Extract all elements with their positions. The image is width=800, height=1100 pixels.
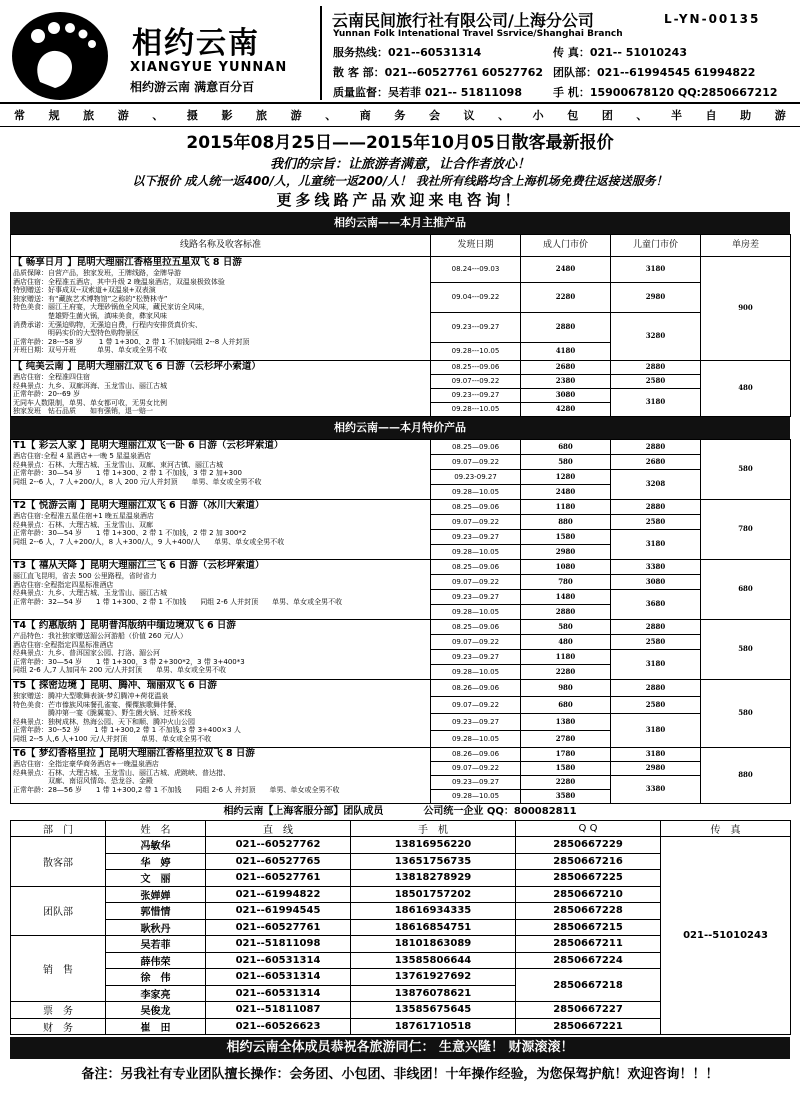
service-char: 旅 xyxy=(83,109,95,122)
staff-body xyxy=(11,837,791,1035)
route-description xyxy=(11,748,431,804)
route-block xyxy=(11,500,791,560)
adult-price: 2380 xyxy=(521,375,611,389)
adult-price: 2480 xyxy=(521,485,611,500)
route-title: T3【 禧从天降 】昆明大理丽江三飞 6 日游（云杉坪索道） xyxy=(13,560,265,571)
service-char: 包 xyxy=(567,109,579,122)
child-price: 3180 xyxy=(611,530,701,560)
departure-date: 09.28—10.05 xyxy=(431,605,521,620)
col-tel: 直 线 xyxy=(206,821,351,837)
col-date: 发班日期 xyxy=(431,235,521,257)
company-name: 云南民间旅行社有限公司/上海分公司 xyxy=(332,11,594,30)
route-detail-line: 独家赠送：有“藏族艺术博物馆”之称的“松赞林寺” xyxy=(13,294,168,303)
route-description xyxy=(11,500,431,560)
staff-qq: 2850667221 xyxy=(516,1018,661,1035)
staff-mobile: 13585806644 xyxy=(351,952,516,969)
route-detail-line: 消费承诺：无强迫购物，无强迫自费，行程内安排货真价实、 xyxy=(13,320,202,329)
route-description xyxy=(11,620,431,680)
staff-name: 郭惜情 xyxy=(106,903,206,920)
group-dept-line: 团队部：021--61994545 61994822 xyxy=(553,66,756,79)
route-detail-line: 正常年龄：30--52 岁 1 带 1+300,2 带 1 不加钱,3 带 3+400×3 人 xyxy=(13,726,241,735)
route-title: 【 畅享日月 】昆明大理丽江香格里拉五星双飞 8 日游 xyxy=(13,257,242,268)
child-price: 2580 xyxy=(611,697,701,714)
route-detail-line: 酒店住宿:全程准五星住宿+1 晚五星温泉酒店 xyxy=(13,512,154,520)
staff-qq: 2850667210 xyxy=(516,886,661,903)
service-char: 助 xyxy=(740,109,752,122)
service-char: 常 xyxy=(14,109,25,122)
col-single-supplement: 单房差 xyxy=(701,235,791,257)
staff-name: 李家亮 xyxy=(106,985,206,1002)
service-char: 团 xyxy=(601,109,613,122)
route-detail-line: 特色美食：丽江王府宴，大理砂锅鱼全风味，藏民家访全风味， xyxy=(13,303,209,312)
more-routes-banner: 更多线路产品欢迎来电咨询！ xyxy=(276,191,524,209)
services-strip xyxy=(0,104,800,127)
adult-price: 3080 xyxy=(521,389,611,403)
adult-price: 980 xyxy=(521,680,611,697)
route-detail-line: 酒店住宿：全程准五酒店，其中升级 2 晚温泉酒店，双温泉极致体验 xyxy=(13,277,225,286)
adult-price: 580 xyxy=(521,455,611,470)
adult-price: 2880 xyxy=(521,313,611,343)
service-char: 半 xyxy=(670,109,682,122)
child-price: 2580 xyxy=(611,635,701,650)
date-row xyxy=(11,560,791,575)
departure-date: 09.28—10.05 xyxy=(431,790,521,804)
staff-tel: 021--60527761 xyxy=(206,919,351,936)
route-block xyxy=(11,748,791,804)
staff-name: 华 婷 xyxy=(106,853,206,870)
adult-price: 2480 xyxy=(521,257,611,283)
single-supplement: 880 xyxy=(701,748,791,804)
col-route-name: 线路名称及收客标准 xyxy=(11,235,431,257)
departure-date: 09.28---10.05 xyxy=(431,403,521,417)
staff-qq: 2850667229 xyxy=(516,837,661,854)
staff-tel: 021--51811098 xyxy=(206,936,351,953)
adult-price: 1380 xyxy=(521,714,611,731)
departure-date: 09.23—09.27 xyxy=(431,714,521,731)
col-name: 姓 名 xyxy=(106,821,206,837)
date-row xyxy=(11,257,791,283)
route-detail-line: 独家发班 钻石品质 如有强销，退一赔一 xyxy=(13,407,153,416)
contact-row xyxy=(333,84,778,100)
route-title: T5【 探密边境 】昆明、腾冲、瑞丽双飞 6 日游 xyxy=(13,680,217,691)
staff-tel: 021--60531314 xyxy=(206,969,351,986)
departure-date: 09.28—10.05 xyxy=(431,485,521,500)
departure-date: 09.07—09.22 xyxy=(431,515,521,530)
child-price: 3208 xyxy=(611,470,701,500)
staff-qq: 2850667216 xyxy=(516,853,661,870)
date-row xyxy=(11,440,791,455)
service-char: 游 xyxy=(290,109,302,122)
service-char: 、 xyxy=(325,109,337,122)
service-char: 自 xyxy=(705,109,717,122)
departure-date: 09.23---09.27 xyxy=(431,389,521,403)
fax-number: 021--51010243 xyxy=(661,837,791,1035)
child-price: 3380 xyxy=(611,776,701,804)
divider xyxy=(320,6,322,100)
child-price: 2980 xyxy=(611,762,701,776)
departure-date: 08.26—09.06 xyxy=(431,748,521,762)
adult-price: 2280 xyxy=(521,776,611,790)
child-price: 3180 xyxy=(611,257,701,283)
child-price: 3080 xyxy=(611,575,701,590)
staff-name: 耿秋丹 xyxy=(106,919,206,936)
service-char: 务 xyxy=(394,109,406,122)
department: 销 售 xyxy=(11,936,106,1002)
footprint-logo-icon xyxy=(10,4,110,100)
staff-tel: 021--51811087 xyxy=(206,1002,351,1019)
staff-mobile: 18501757202 xyxy=(351,886,516,903)
child-price: 3280 xyxy=(611,313,701,361)
route-detail-line: 正常年龄：30—54 岁 1 带 1+300、2 带 1 不加钱，2 带 2 加 300*2 xyxy=(13,529,247,538)
adult-price: 1080 xyxy=(521,560,611,575)
adult-price: 3580 xyxy=(521,790,611,804)
route-detail-line: 正常年龄：32—54 岁 1 带 1+300、2 带 1 不加钱 同组 2-6 人并封顶 单男、单女或全男不收 xyxy=(13,597,343,606)
route-block xyxy=(11,440,791,500)
service-char: 游 xyxy=(117,109,129,122)
logo-english: XIANGYUE YUNNAN xyxy=(130,60,288,75)
adult-price: 2980 xyxy=(521,545,611,560)
departure-date: 08.25---09.06 xyxy=(431,361,521,375)
route-detail-line: 特别赠送：好事成双--双索道+双温泉+双表演 xyxy=(13,286,156,295)
fax-line: 传 真：021-- 51010243 xyxy=(553,46,687,59)
service-char: 游 xyxy=(774,109,786,122)
col-mobile: 手 机 xyxy=(351,821,516,837)
adult-price: 480 xyxy=(521,635,611,650)
contact-row xyxy=(333,64,755,80)
departure-date: 08.25—09.06 xyxy=(431,560,521,575)
staff-name: 冯敏华 xyxy=(106,837,206,854)
child-price: 2880 xyxy=(611,361,701,375)
route-title: T6【 梦幻香格里拉 】昆明大理丽江香格里拉双飞 8 日游 xyxy=(13,748,255,759)
staff-header-row xyxy=(11,821,791,837)
adult-price: 880 xyxy=(521,515,611,530)
child-price: 2880 xyxy=(611,620,701,635)
team-title: 相约云南【上海客服分部】团队成员 xyxy=(223,806,384,817)
single-supplement: 580 xyxy=(701,620,791,680)
staff-qq: 2850667218 xyxy=(516,969,661,1002)
staff-mobile: 13651756735 xyxy=(351,853,516,870)
departure-date: 09.28—10.05 xyxy=(431,665,521,680)
route-detail-line: 同组 2-6 人,7 人加同车 200 元/人并封顶 单男、单女或全男不收 xyxy=(13,666,226,675)
departure-date: 09.23---09.27 xyxy=(431,313,521,343)
single-supplement: 580 xyxy=(701,680,791,748)
route-detail-line: 酒店住宿：全程准四住宿 xyxy=(13,373,90,381)
route-detail-line: 经典景点：九乡、普洱国家公园、打洛、湄公河 xyxy=(13,649,160,658)
page-header xyxy=(0,0,800,104)
departure-date: 08.25—09.06 xyxy=(431,620,521,635)
adult-price: 2680 xyxy=(521,361,611,375)
single-supplement: 680 xyxy=(701,560,791,620)
service-char: 会 xyxy=(428,109,440,122)
staff-qq: 2850667211 xyxy=(516,936,661,953)
staff-tel: 021--60526623 xyxy=(206,1018,351,1035)
adult-price: 780 xyxy=(521,575,611,590)
col-fax: 传 真 xyxy=(661,821,791,837)
route-detail-line: 经典景点：石林、大理古城、玉龙雪山、双廊 xyxy=(13,520,153,529)
team-header xyxy=(10,804,790,820)
service-char: 、 xyxy=(498,109,510,122)
col-dept: 部 门 xyxy=(11,821,106,837)
departure-date: 09.23—09.27 xyxy=(431,650,521,665)
route-detail-line: 正常年龄：28—56 岁 1 带 1+300,2 带 1 不加钱 同组 2-6 人 并封顶 单男、单女或全男不收 xyxy=(13,785,340,794)
staff-qq: 2850667225 xyxy=(516,870,661,887)
route-block xyxy=(11,620,791,680)
departure-date: 08.25—09.06 xyxy=(431,500,521,515)
adult-price: 1180 xyxy=(521,500,611,515)
company-english-name: Yunnan Folk Intenational Travel Ssrvice/Shanghai Branch xyxy=(333,29,623,39)
departure-date: 09.23—09.27 xyxy=(431,530,521,545)
main-products-table xyxy=(10,234,791,417)
child-price: 3380 xyxy=(611,560,701,575)
date-row xyxy=(11,500,791,515)
hotline: 服务热线：021--60531314 xyxy=(333,46,482,59)
service-char: 商 xyxy=(359,109,371,122)
service-char: 旅 xyxy=(256,109,268,122)
staff-mobile: 13818278929 xyxy=(351,870,516,887)
route-detail-line: 酒店住宿：全指定豪华商务酒店+一晚温泉酒店 xyxy=(13,760,159,768)
route-description xyxy=(11,361,431,417)
single-supplement: 900 xyxy=(701,257,791,361)
staff-tel: 021--60531314 xyxy=(206,952,351,969)
adult-price: 1480 xyxy=(521,590,611,605)
single-supplement: 580 xyxy=(701,440,791,500)
service-char: 影 xyxy=(221,109,233,122)
child-price: 2580 xyxy=(611,515,701,530)
staff-name: 薛伟荣 xyxy=(106,952,206,969)
route-detail-line: 楚雄野生菌火锅，滇味美食，彝家风味 xyxy=(13,311,167,320)
departure-date: 09.07—09.22 xyxy=(431,635,521,650)
departure-date: 09.07—09.22 xyxy=(431,455,521,470)
route-description xyxy=(11,560,431,620)
departure-date: 08.25—09.06 xyxy=(431,440,521,455)
adult-price: 1580 xyxy=(521,530,611,545)
single-supplement: 780 xyxy=(701,500,791,560)
route-detail-line: 品质保障：自营产品，独家发班，王牌线路，金牌导游 xyxy=(13,269,181,277)
date-row xyxy=(11,620,791,635)
service-char: 规 xyxy=(48,109,60,122)
staff-mobile: 18761710518 xyxy=(351,1018,516,1035)
route-detail-line: 经典景点：石林、大理古城、玉龙雪山、丽江古城、虎跳峡、普达措、 xyxy=(13,768,230,777)
staff-mobile: 18616854751 xyxy=(351,919,516,936)
service-char: 摄 xyxy=(186,109,198,122)
col-adult-price: 成人门市价 xyxy=(521,235,611,257)
route-detail-line: 酒店住宿:全程指定四星标准酒店 xyxy=(13,580,114,589)
child-price: 2680 xyxy=(611,455,701,470)
route-detail-line: 正常年龄：20--69 岁 xyxy=(13,390,81,399)
route-detail-line: 开班日期：双号开班 单男、单女或全男不收 xyxy=(13,346,167,355)
adult-price: 580 xyxy=(521,620,611,635)
team-qq: 公司统一企业 QQ：800082811 xyxy=(423,806,577,817)
footer-greeting: 相约云南全体成员恭祝各旅游同仁： 生意兴隆！ 财源滚滚！ xyxy=(10,1037,790,1059)
route-detail-line: 正常年龄：30—54 岁 1 带 1+300，3 带 2+300*2，3 带 3+400*3 xyxy=(13,657,245,666)
staff-table xyxy=(10,820,791,1035)
route-detail-line: 经典景点：独树成林、热海公园、天下和顺、腾冲火山公园 xyxy=(13,717,195,726)
department: 散客部 xyxy=(11,837,106,887)
logo-chinese: 相约云南 xyxy=(132,26,260,61)
staff-qq: 2850667215 xyxy=(516,919,661,936)
service-char: 、 xyxy=(152,109,164,122)
service-char: 、 xyxy=(636,109,648,122)
departure-date: 09.23—09.27 xyxy=(431,776,521,790)
child-price: 3680 xyxy=(611,590,701,620)
staff-tel: 021--60527762 xyxy=(206,837,351,854)
table-header-row xyxy=(11,235,791,257)
route-detail-line: 酒店住宿:全程指定四星标准酒店 xyxy=(13,640,114,649)
route-detail-line: 丽江直飞昆明，省去 500 公里路程，省时省力 xyxy=(13,572,157,580)
department: 团队部 xyxy=(11,886,106,936)
route-detail-line: 独家赠送：腾冲大型歌舞表演-梦幻腾冲+荷花温泉 xyxy=(13,692,169,700)
col-qq: Q Q xyxy=(516,821,661,837)
special-products-banner: 相约云南——本月特价产品 xyxy=(10,417,790,439)
child-price: 2580 xyxy=(611,375,701,389)
staff-mobile: 13585675645 xyxy=(351,1002,516,1019)
departure-date: 09.23-09.27 xyxy=(431,470,521,485)
route-title: 【 纯美云南 】昆明大理丽江双飞 6 日游（云杉坪小索道） xyxy=(13,361,261,372)
date-row xyxy=(11,680,791,697)
route-detail-line: 双廊、南诏风情岛、恐龙谷、金殿 xyxy=(13,777,153,786)
route-block xyxy=(11,560,791,620)
route-detail-line: 经典景点：石林、大理古城、玉龙雪山、双廊、束河古镇、丽江古城 xyxy=(13,460,223,469)
child-price: 2880 xyxy=(611,440,701,455)
adult-price: 2880 xyxy=(521,605,611,620)
route-title: T1【 彩云人家 】昆明大理丽江双飞一卧 6 日游（云杉坪索道） xyxy=(13,440,284,451)
departure-date: 09.23—09.27 xyxy=(431,590,521,605)
staff-name: 吴若菲 xyxy=(106,936,206,953)
departure-date: 09.07—09.22 xyxy=(431,575,521,590)
route-description xyxy=(11,257,431,361)
staff-qq: 2850667228 xyxy=(516,903,661,920)
adult-price: 2780 xyxy=(521,731,611,748)
mobile-qq-line: 手 机：15900678120 QQ:2850667212 xyxy=(553,86,778,99)
route-block xyxy=(11,680,791,748)
single-supplement: 480 xyxy=(701,361,791,417)
child-price: 3180 xyxy=(611,650,701,680)
departure-date: 09.07—09.22 xyxy=(431,762,521,776)
staff-mobile: 13761927692 xyxy=(351,969,516,986)
route-detail-line: 经典景点：九乡、大理古城、玉龙雪山、丽江古城 xyxy=(13,589,167,598)
departure-date: 09.04---09.22 xyxy=(431,283,521,313)
staff-mobile: 13876078621 xyxy=(351,985,516,1002)
departure-date: 09.07—09.22 xyxy=(431,697,521,714)
staff-tel: 021--61994822 xyxy=(206,886,351,903)
route-description xyxy=(11,680,431,748)
staff-name: 徐 伟 xyxy=(106,969,206,986)
adult-price: 1780 xyxy=(521,748,611,762)
route-detail-line: 同组 2--5 人,6 人+100 元/人并封顶 单男、单女或全男不收 xyxy=(13,734,212,743)
special-products-table xyxy=(10,439,791,804)
adult-price: 4180 xyxy=(521,343,611,361)
staff-name: 吴俊龙 xyxy=(106,1002,206,1019)
departure-date: 09.28—10.05 xyxy=(431,731,521,748)
adult-price: 2280 xyxy=(521,665,611,680)
departure-date: 09.28---10.05 xyxy=(431,343,521,361)
route-detail-line: 无同车人数限制，单男、单女都可收，无男女比例 xyxy=(13,398,167,407)
logo-slogan: 相约游云南 满意百分百 xyxy=(130,80,255,94)
staff-mobile: 18101863089 xyxy=(351,936,516,953)
page-headline: 2015年08月25日——2015年10月05日散客最新报价 xyxy=(186,133,614,153)
route-detail-line: 明码实价的大型特色购物景区 xyxy=(13,329,139,338)
staff-mobile: 13816956220 xyxy=(351,837,516,854)
route-detail-line: 正常年龄：30—54 岁 1 带 1+300、2 带 1 不加钱，3 带 2 加+300 xyxy=(13,469,243,478)
departure-date: 08.26—09.06 xyxy=(431,680,521,697)
department: 财 务 xyxy=(11,1018,106,1035)
route-detail-line: 经典景点：九乡、双廊洱海、玉龙雪山、丽江古城 xyxy=(13,381,167,390)
route-title: T4【 约惠版纳 】昆明普洱版纳中缅边境双飞 6 日游 xyxy=(13,620,236,631)
adult-price: 4280 xyxy=(521,403,611,417)
child-price: 3180 xyxy=(611,748,701,762)
route-detail-line: 腾冲第一宴《脆翼宴》、野生菌火锅、过桥米线 xyxy=(13,709,192,718)
staff-tel: 021--60527765 xyxy=(206,853,351,870)
quality-supervision-line: 质量监督：吴若菲 021-- 51811098 xyxy=(333,86,522,99)
child-price: 2880 xyxy=(611,680,701,697)
staff-qq: 2850667227 xyxy=(516,1002,661,1019)
child-price: 3180 xyxy=(611,714,701,748)
retail-dept-line: 散 客 部：021--60527761 60527762 xyxy=(333,66,544,79)
motto: 我们的宗旨：让旅游者满意，让合作者放心！ xyxy=(269,157,530,172)
adult-price: 1180 xyxy=(521,650,611,665)
adult-price: 2280 xyxy=(521,283,611,313)
staff-name: 张婵婵 xyxy=(106,886,206,903)
date-row xyxy=(11,748,791,762)
adult-price: 1580 xyxy=(521,762,611,776)
staff-name: 崔 田 xyxy=(106,1018,206,1035)
route-detail-line: 正常年龄：28---58 岁 1 带 1+300、2 带 1 不加钱同组 2--8 人并封顶 xyxy=(13,337,250,346)
adult-price: 680 xyxy=(521,697,611,714)
child-price: 2980 xyxy=(611,283,701,313)
service-char: 小 xyxy=(532,109,544,122)
route-detail-line: 酒店住宿:全程 4 星酒店+一晚 5 星温泉酒店 xyxy=(13,452,152,460)
footer-note: 备注：另我社有专业团队擅长操作：会务团、小包团、非线团！十年操作经验，为您保驾护航！欢迎咨询！！！ xyxy=(81,1067,719,1082)
route-block xyxy=(11,257,791,361)
staff-tel: 021--61994545 xyxy=(206,903,351,920)
staff-row xyxy=(11,837,791,854)
adult-price: 680 xyxy=(521,440,611,455)
route-detail-line: 同组 2--6 人，7 人+200/人，8 人+300/人，9 人+400/人 单男、单女或全男不收 xyxy=(13,537,285,546)
license-code: L-YN-00135 xyxy=(664,12,761,26)
adult-price: 1280 xyxy=(521,470,611,485)
route-detail-line: 特色美食：芒市傣族风味餐孔雀宴、傈僳族歌舞伴餐、 xyxy=(13,700,181,709)
service-char: 议 xyxy=(463,109,475,122)
route-detail-line: 同组 2--6 人，7 人+200/人，8 人 200 元/人并封顶 单男、单女或全男不收 xyxy=(13,477,262,486)
child-price: 3180 xyxy=(611,389,701,417)
staff-tel: 021--60531314 xyxy=(206,985,351,1002)
col-child-price: 儿童门市价 xyxy=(611,235,701,257)
staff-tel: 021--60527761 xyxy=(206,870,351,887)
route-description xyxy=(11,440,431,500)
departure-date: 09.07---09.22 xyxy=(431,375,521,389)
contact-row xyxy=(333,44,687,60)
staff-name: 文 丽 xyxy=(106,870,206,887)
price-note: 以下报价 成人统一返400/人，儿童统一返200/人！ 我社所有线路均含上海机场免费往返接送服务！ xyxy=(132,174,668,188)
date-row xyxy=(11,361,791,375)
departure-date: 08.24---09.03 xyxy=(431,257,521,283)
child-price: 2880 xyxy=(611,500,701,515)
route-title: T2【 悦游云南 】昆明大理丽江双飞 6 日游（冰川大索道） xyxy=(13,500,265,511)
department: 票 务 xyxy=(11,1002,106,1019)
route-detail-line: 产品特色：我社独家赠送湄公河游船（价值 260 元/人） xyxy=(13,632,188,640)
staff-qq: 2850667224 xyxy=(516,952,661,969)
staff-mobile: 18616934335 xyxy=(351,903,516,920)
main-products-banner: 相约云南——本月主推产品 xyxy=(10,212,790,234)
departure-date: 09.28—10.05 xyxy=(431,545,521,560)
route-block xyxy=(11,361,791,417)
